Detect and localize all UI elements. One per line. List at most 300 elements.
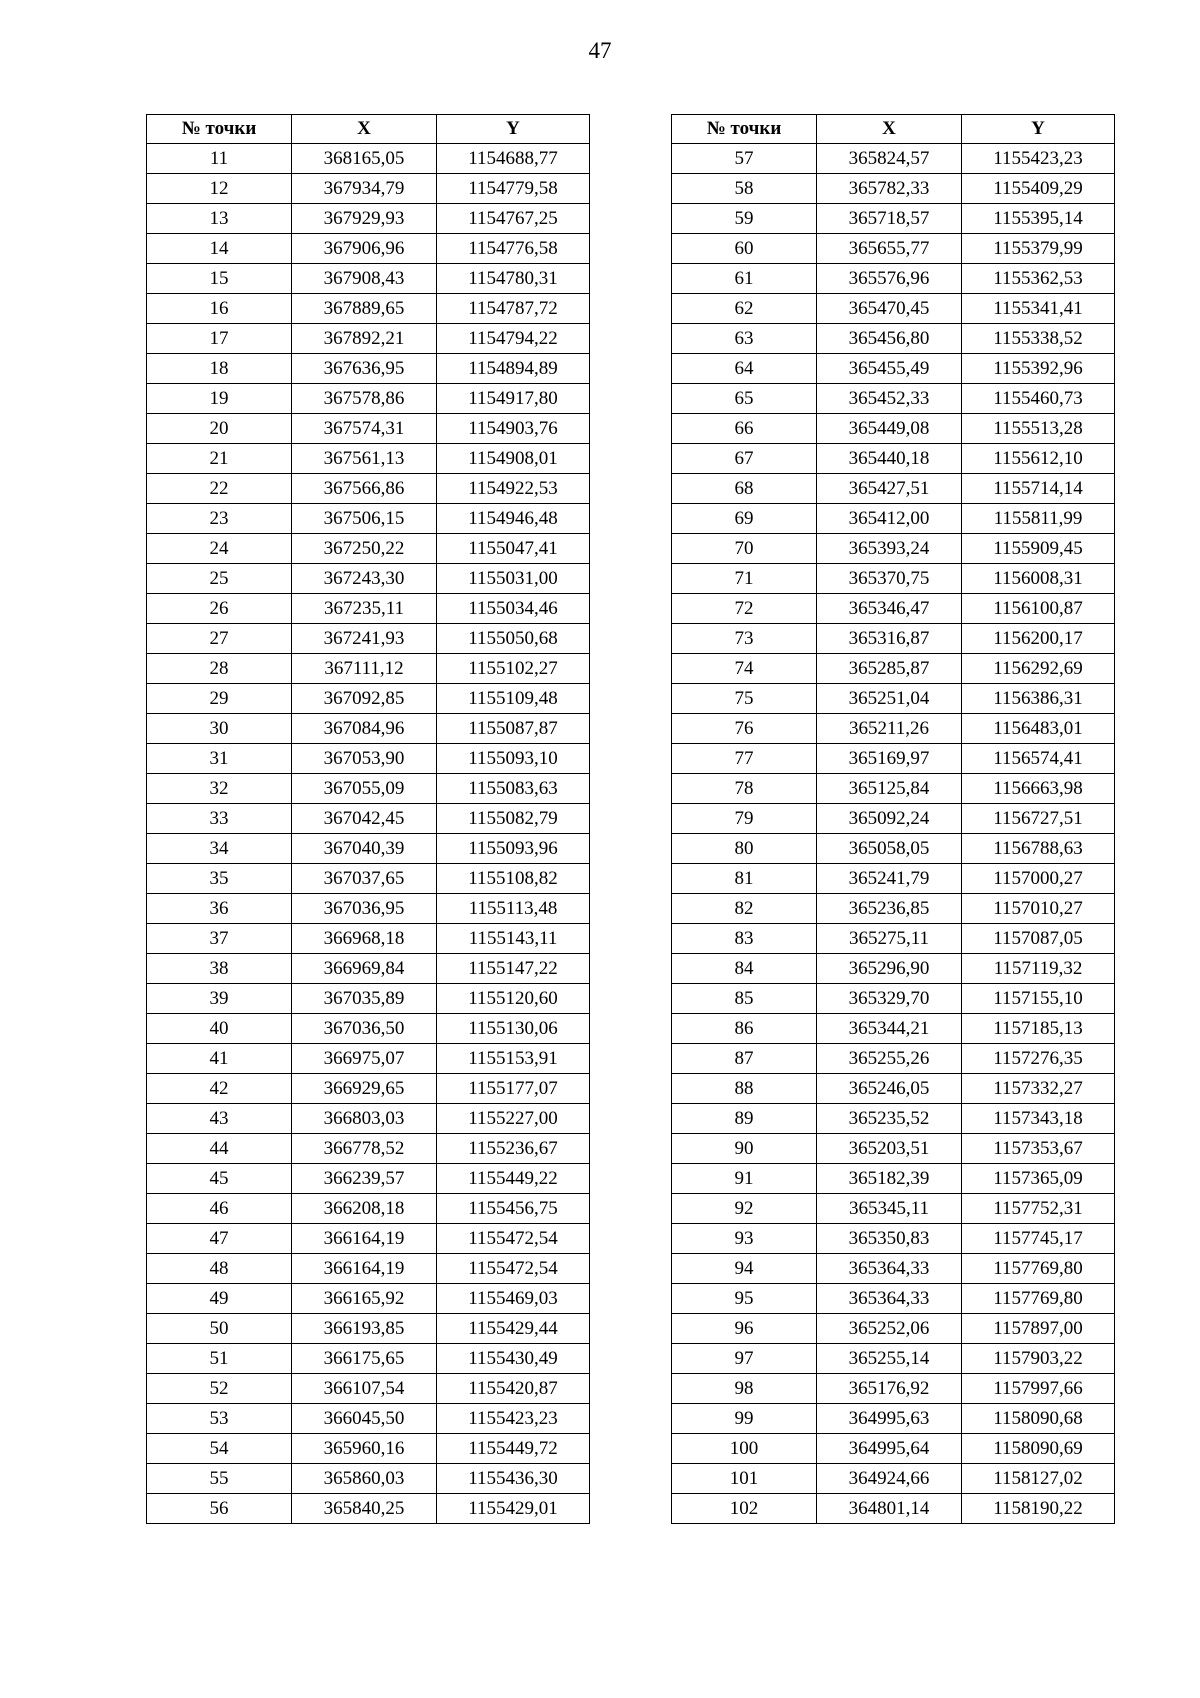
table-row bbox=[147, 444, 590, 474]
cell-y: 1156200,17 bbox=[962, 624, 1115, 654]
table-row bbox=[147, 564, 590, 594]
cell-point-number: 46 bbox=[147, 1194, 292, 1224]
cell-x: 365329,70 bbox=[817, 984, 962, 1014]
cell-point-number: 56 bbox=[147, 1494, 292, 1524]
cell-x: 367036,95 bbox=[292, 894, 437, 924]
cell-x: 365960,16 bbox=[292, 1434, 437, 1464]
table-row bbox=[672, 924, 1115, 954]
cell-y: 1155449,22 bbox=[437, 1164, 590, 1194]
cell-y: 1157087,05 bbox=[962, 924, 1115, 954]
cell-point-number: 93 bbox=[672, 1224, 817, 1254]
cell-x: 367929,93 bbox=[292, 204, 437, 234]
table-row bbox=[672, 1404, 1115, 1434]
cell-y: 1156663,98 bbox=[962, 774, 1115, 804]
table-row bbox=[147, 834, 590, 864]
cell-y: 1155395,14 bbox=[962, 204, 1115, 234]
table-row bbox=[147, 474, 590, 504]
cell-point-number: 102 bbox=[672, 1494, 817, 1524]
cell-y: 1157000,27 bbox=[962, 864, 1115, 894]
cell-x: 365655,77 bbox=[817, 234, 962, 264]
cell-point-number: 74 bbox=[672, 654, 817, 684]
table-row bbox=[672, 324, 1115, 354]
cell-y: 1155143,11 bbox=[437, 924, 590, 954]
cell-x: 365285,87 bbox=[817, 654, 962, 684]
cell-x: 364924,66 bbox=[817, 1464, 962, 1494]
cell-y: 1155153,91 bbox=[437, 1044, 590, 1074]
cell-point-number: 17 bbox=[147, 324, 292, 354]
cell-point-number: 51 bbox=[147, 1344, 292, 1374]
cell-x: 365449,08 bbox=[817, 414, 962, 444]
cell-x: 367889,65 bbox=[292, 294, 437, 324]
table-row bbox=[672, 594, 1115, 624]
cell-x: 365275,11 bbox=[817, 924, 962, 954]
cell-point-number: 28 bbox=[147, 654, 292, 684]
cell-point-number: 82 bbox=[672, 894, 817, 924]
cell-point-number: 44 bbox=[147, 1134, 292, 1164]
cell-point-number: 37 bbox=[147, 924, 292, 954]
table-row bbox=[147, 774, 590, 804]
cell-x: 365252,06 bbox=[817, 1314, 962, 1344]
cell-point-number: 89 bbox=[672, 1104, 817, 1134]
table-row bbox=[147, 1494, 590, 1524]
cell-y: 1154767,25 bbox=[437, 204, 590, 234]
cell-y: 1155031,00 bbox=[437, 564, 590, 594]
table-row bbox=[147, 1374, 590, 1404]
cell-y: 1157769,80 bbox=[962, 1254, 1115, 1284]
cell-point-number: 71 bbox=[672, 564, 817, 594]
table-row bbox=[672, 534, 1115, 564]
cell-point-number: 31 bbox=[147, 744, 292, 774]
cell-x: 367934,79 bbox=[292, 174, 437, 204]
cell-x: 365203,51 bbox=[817, 1134, 962, 1164]
cell-y: 1155108,82 bbox=[437, 864, 590, 894]
table-row bbox=[147, 1404, 590, 1434]
cell-point-number: 20 bbox=[147, 414, 292, 444]
cell-y: 1156574,41 bbox=[962, 744, 1115, 774]
cell-point-number: 81 bbox=[672, 864, 817, 894]
table-row bbox=[672, 384, 1115, 414]
table-row bbox=[147, 924, 590, 954]
cell-x: 366175,65 bbox=[292, 1344, 437, 1374]
cell-y: 1155130,06 bbox=[437, 1014, 590, 1044]
table-row bbox=[672, 714, 1115, 744]
cell-x: 366165,92 bbox=[292, 1284, 437, 1314]
table-row bbox=[672, 1074, 1115, 1104]
cell-x: 365241,79 bbox=[817, 864, 962, 894]
cell-y: 1156292,69 bbox=[962, 654, 1115, 684]
cell-y: 1157897,00 bbox=[962, 1314, 1115, 1344]
table-row bbox=[672, 504, 1115, 534]
cell-point-number: 13 bbox=[147, 204, 292, 234]
cell-x: 366969,84 bbox=[292, 954, 437, 984]
cell-x: 365125,84 bbox=[817, 774, 962, 804]
cell-x: 367053,90 bbox=[292, 744, 437, 774]
cell-x: 365246,05 bbox=[817, 1074, 962, 1104]
cell-y: 1155177,07 bbox=[437, 1074, 590, 1104]
table-row bbox=[672, 684, 1115, 714]
cell-x: 365169,97 bbox=[817, 744, 962, 774]
table-row bbox=[672, 1134, 1115, 1164]
cell-x: 365718,57 bbox=[817, 204, 962, 234]
cell-point-number: 72 bbox=[672, 594, 817, 624]
cell-point-number: 69 bbox=[672, 504, 817, 534]
cell-x: 366045,50 bbox=[292, 1404, 437, 1434]
cell-y: 1154946,48 bbox=[437, 504, 590, 534]
table-header-row bbox=[672, 115, 1115, 144]
cell-point-number: 23 bbox=[147, 504, 292, 534]
cell-x: 367908,43 bbox=[292, 264, 437, 294]
cell-point-number: 36 bbox=[147, 894, 292, 924]
cell-x: 366239,57 bbox=[292, 1164, 437, 1194]
cell-point-number: 45 bbox=[147, 1164, 292, 1194]
table-row bbox=[147, 804, 590, 834]
table-row bbox=[147, 1254, 590, 1284]
header-y: Y bbox=[437, 115, 590, 144]
cell-point-number: 62 bbox=[672, 294, 817, 324]
cell-x: 364995,63 bbox=[817, 1404, 962, 1434]
cell-y: 1155612,10 bbox=[962, 444, 1115, 474]
cell-x: 365427,51 bbox=[817, 474, 962, 504]
cell-y: 1155472,54 bbox=[437, 1224, 590, 1254]
table-row bbox=[147, 144, 590, 174]
cell-x: 367506,15 bbox=[292, 504, 437, 534]
cell-x: 365824,57 bbox=[817, 144, 962, 174]
cell-point-number: 68 bbox=[672, 474, 817, 504]
table-row bbox=[672, 354, 1115, 384]
cell-x: 366107,54 bbox=[292, 1374, 437, 1404]
cell-point-number: 85 bbox=[672, 984, 817, 1014]
table-row bbox=[672, 1374, 1115, 1404]
table-row bbox=[147, 654, 590, 684]
cell-y: 1158127,02 bbox=[962, 1464, 1115, 1494]
table-row bbox=[147, 954, 590, 984]
table-row bbox=[147, 1164, 590, 1194]
cell-y: 1157752,31 bbox=[962, 1194, 1115, 1224]
cell-point-number: 15 bbox=[147, 264, 292, 294]
cell-y: 1155909,45 bbox=[962, 534, 1115, 564]
table-row bbox=[147, 684, 590, 714]
cell-y: 1156483,01 bbox=[962, 714, 1115, 744]
cell-point-number: 63 bbox=[672, 324, 817, 354]
table-row bbox=[672, 864, 1115, 894]
cell-point-number: 42 bbox=[147, 1074, 292, 1104]
cell-point-number: 29 bbox=[147, 684, 292, 714]
cell-point-number: 16 bbox=[147, 294, 292, 324]
cell-y: 1155449,72 bbox=[437, 1434, 590, 1464]
table-row bbox=[147, 384, 590, 414]
cell-x: 366975,07 bbox=[292, 1044, 437, 1074]
cell-x: 367636,95 bbox=[292, 354, 437, 384]
table-row bbox=[147, 324, 590, 354]
cell-x: 366164,19 bbox=[292, 1254, 437, 1284]
table-row bbox=[672, 744, 1115, 774]
cell-x: 365092,24 bbox=[817, 804, 962, 834]
cell-x: 365412,00 bbox=[817, 504, 962, 534]
cell-y: 1155429,44 bbox=[437, 1314, 590, 1344]
table-row bbox=[672, 1164, 1115, 1194]
cell-x: 367906,96 bbox=[292, 234, 437, 264]
cell-y: 1157997,66 bbox=[962, 1374, 1115, 1404]
cell-point-number: 41 bbox=[147, 1044, 292, 1074]
cell-y: 1157332,27 bbox=[962, 1074, 1115, 1104]
cell-y: 1155120,60 bbox=[437, 984, 590, 1014]
cell-y: 1155362,53 bbox=[962, 264, 1115, 294]
table-row bbox=[147, 1044, 590, 1074]
cell-point-number: 94 bbox=[672, 1254, 817, 1284]
cell-x: 365255,14 bbox=[817, 1344, 962, 1374]
cell-point-number: 48 bbox=[147, 1254, 292, 1284]
cell-point-number: 73 bbox=[672, 624, 817, 654]
table-row bbox=[147, 1344, 590, 1374]
cell-point-number: 50 bbox=[147, 1314, 292, 1344]
cell-x: 367574,31 bbox=[292, 414, 437, 444]
cell-point-number: 40 bbox=[147, 1014, 292, 1044]
table-row bbox=[147, 1284, 590, 1314]
cell-x: 365182,39 bbox=[817, 1164, 962, 1194]
cell-x: 365456,80 bbox=[817, 324, 962, 354]
cell-y: 1155034,46 bbox=[437, 594, 590, 624]
cell-point-number: 75 bbox=[672, 684, 817, 714]
table-row bbox=[672, 264, 1115, 294]
cell-point-number: 38 bbox=[147, 954, 292, 984]
table-row bbox=[147, 1464, 590, 1494]
cell-x: 365364,33 bbox=[817, 1254, 962, 1284]
table-row bbox=[672, 1014, 1115, 1044]
table-row bbox=[672, 1464, 1115, 1494]
table-row bbox=[672, 144, 1115, 174]
cell-y: 1157276,35 bbox=[962, 1044, 1115, 1074]
table-row bbox=[147, 1194, 590, 1224]
cell-point-number: 35 bbox=[147, 864, 292, 894]
cell-point-number: 65 bbox=[672, 384, 817, 414]
cell-y: 1155420,87 bbox=[437, 1374, 590, 1404]
table-row bbox=[672, 294, 1115, 324]
cell-x: 365782,33 bbox=[817, 174, 962, 204]
cell-y: 1155341,41 bbox=[962, 294, 1115, 324]
cell-y: 1158090,69 bbox=[962, 1434, 1115, 1464]
table-row bbox=[147, 414, 590, 444]
cell-y: 1156386,31 bbox=[962, 684, 1115, 714]
cell-y: 1154903,76 bbox=[437, 414, 590, 444]
cell-y: 1155409,29 bbox=[962, 174, 1115, 204]
cell-y: 1155113,48 bbox=[437, 894, 590, 924]
cell-x: 365576,96 bbox=[817, 264, 962, 294]
cell-y: 1157353,67 bbox=[962, 1134, 1115, 1164]
cell-y: 1156727,51 bbox=[962, 804, 1115, 834]
table-row bbox=[147, 264, 590, 294]
cell-y: 1154922,53 bbox=[437, 474, 590, 504]
cell-x: 365344,21 bbox=[817, 1014, 962, 1044]
table-row bbox=[147, 744, 590, 774]
cell-x: 366803,03 bbox=[292, 1104, 437, 1134]
cell-y: 1155714,14 bbox=[962, 474, 1115, 504]
cell-point-number: 22 bbox=[147, 474, 292, 504]
cell-y: 1155429,01 bbox=[437, 1494, 590, 1524]
cell-x: 367235,11 bbox=[292, 594, 437, 624]
cell-y: 1155392,96 bbox=[962, 354, 1115, 384]
table-row bbox=[672, 834, 1115, 864]
cell-point-number: 91 bbox=[672, 1164, 817, 1194]
table-row bbox=[672, 1434, 1115, 1464]
cell-y: 1154780,31 bbox=[437, 264, 590, 294]
coordinates-table-left bbox=[146, 114, 590, 1524]
cell-y: 1155456,75 bbox=[437, 1194, 590, 1224]
coordinates-table-right bbox=[671, 114, 1115, 1524]
cell-x: 367892,21 bbox=[292, 324, 437, 354]
cell-y: 1155469,03 bbox=[437, 1284, 590, 1314]
cell-point-number: 12 bbox=[147, 174, 292, 204]
cell-y: 1155811,99 bbox=[962, 504, 1115, 534]
cell-y: 1155050,68 bbox=[437, 624, 590, 654]
table-row bbox=[672, 564, 1115, 594]
header-x: X bbox=[817, 115, 962, 144]
cell-y: 1156008,31 bbox=[962, 564, 1115, 594]
cell-x: 365455,49 bbox=[817, 354, 962, 384]
cell-y: 1155082,79 bbox=[437, 804, 590, 834]
table-row bbox=[672, 1194, 1115, 1224]
cell-y: 1157343,18 bbox=[962, 1104, 1115, 1134]
table-row bbox=[147, 864, 590, 894]
cell-y: 1155093,96 bbox=[437, 834, 590, 864]
table-row bbox=[672, 1314, 1115, 1344]
cell-point-number: 21 bbox=[147, 444, 292, 474]
cell-y: 1155093,10 bbox=[437, 744, 590, 774]
table-row bbox=[147, 1134, 590, 1164]
table-row bbox=[672, 954, 1115, 984]
table-row bbox=[147, 204, 590, 234]
cell-point-number: 52 bbox=[147, 1374, 292, 1404]
cell-point-number: 26 bbox=[147, 594, 292, 624]
cell-x: 367055,09 bbox=[292, 774, 437, 804]
cell-x: 367578,86 bbox=[292, 384, 437, 414]
cell-x: 365058,05 bbox=[817, 834, 962, 864]
cell-point-number: 24 bbox=[147, 534, 292, 564]
header-point-number: № точки bbox=[147, 115, 292, 144]
cell-point-number: 83 bbox=[672, 924, 817, 954]
cell-y: 1155147,22 bbox=[437, 954, 590, 984]
cell-x: 365370,75 bbox=[817, 564, 962, 594]
cell-point-number: 77 bbox=[672, 744, 817, 774]
cell-x: 366968,18 bbox=[292, 924, 437, 954]
cell-x: 367561,13 bbox=[292, 444, 437, 474]
cell-x: 367036,50 bbox=[292, 1014, 437, 1044]
cell-x: 365346,47 bbox=[817, 594, 962, 624]
cell-y: 1155338,52 bbox=[962, 324, 1115, 354]
table-row bbox=[672, 1344, 1115, 1374]
cell-y: 1157903,22 bbox=[962, 1344, 1115, 1374]
table-row bbox=[147, 1014, 590, 1044]
cell-point-number: 80 bbox=[672, 834, 817, 864]
cell-point-number: 60 bbox=[672, 234, 817, 264]
cell-point-number: 97 bbox=[672, 1344, 817, 1374]
cell-x: 365316,87 bbox=[817, 624, 962, 654]
cell-point-number: 67 bbox=[672, 444, 817, 474]
cell-point-number: 90 bbox=[672, 1134, 817, 1164]
cell-x: 366208,18 bbox=[292, 1194, 437, 1224]
table-row bbox=[672, 984, 1115, 1014]
cell-y: 1155379,99 bbox=[962, 234, 1115, 264]
table-row bbox=[147, 504, 590, 534]
cell-point-number: 64 bbox=[672, 354, 817, 384]
cell-y: 1154794,22 bbox=[437, 324, 590, 354]
cell-point-number: 101 bbox=[672, 1464, 817, 1494]
cell-point-number: 79 bbox=[672, 804, 817, 834]
cell-point-number: 30 bbox=[147, 714, 292, 744]
cell-y: 1157010,27 bbox=[962, 894, 1115, 924]
cell-point-number: 25 bbox=[147, 564, 292, 594]
table-row bbox=[147, 354, 590, 384]
cell-point-number: 55 bbox=[147, 1464, 292, 1494]
cell-point-number: 54 bbox=[147, 1434, 292, 1464]
cell-y: 1154779,58 bbox=[437, 174, 590, 204]
cell-y: 1155109,48 bbox=[437, 684, 590, 714]
cell-y: 1156100,87 bbox=[962, 594, 1115, 624]
cell-x: 364801,14 bbox=[817, 1494, 962, 1524]
header-y: Y bbox=[962, 115, 1115, 144]
table-row bbox=[147, 714, 590, 744]
table-row bbox=[672, 234, 1115, 264]
cell-x: 365470,45 bbox=[817, 294, 962, 324]
table-row bbox=[147, 1224, 590, 1254]
table-row bbox=[147, 624, 590, 654]
cell-x: 365236,85 bbox=[817, 894, 962, 924]
table-row bbox=[147, 174, 590, 204]
table-row bbox=[672, 774, 1115, 804]
table-row bbox=[672, 474, 1115, 504]
cell-x: 367241,93 bbox=[292, 624, 437, 654]
cell-y: 1155423,23 bbox=[437, 1404, 590, 1434]
cell-x: 366929,65 bbox=[292, 1074, 437, 1104]
table-row bbox=[672, 1224, 1115, 1254]
cell-x: 368165,05 bbox=[292, 144, 437, 174]
cell-y: 1155436,30 bbox=[437, 1464, 590, 1494]
table-row bbox=[672, 204, 1115, 234]
table-row bbox=[147, 894, 590, 924]
table-row bbox=[672, 654, 1115, 684]
cell-y: 1157119,32 bbox=[962, 954, 1115, 984]
cell-point-number: 61 bbox=[672, 264, 817, 294]
cell-point-number: 66 bbox=[672, 414, 817, 444]
cell-x: 365251,04 bbox=[817, 684, 962, 714]
cell-y: 1157769,80 bbox=[962, 1284, 1115, 1314]
cell-point-number: 34 bbox=[147, 834, 292, 864]
table-row bbox=[147, 294, 590, 324]
table-row bbox=[147, 1074, 590, 1104]
table-row bbox=[672, 1044, 1115, 1074]
cell-point-number: 43 bbox=[147, 1104, 292, 1134]
table-row bbox=[672, 1104, 1115, 1134]
cell-y: 1155423,23 bbox=[962, 144, 1115, 174]
cell-point-number: 53 bbox=[147, 1404, 292, 1434]
cell-point-number: 27 bbox=[147, 624, 292, 654]
cell-x: 365860,03 bbox=[292, 1464, 437, 1494]
cell-y: 1155513,28 bbox=[962, 414, 1115, 444]
cell-x: 367243,30 bbox=[292, 564, 437, 594]
cell-x: 365255,26 bbox=[817, 1044, 962, 1074]
cell-y: 1154908,01 bbox=[437, 444, 590, 474]
cell-y: 1155430,49 bbox=[437, 1344, 590, 1374]
cell-point-number: 84 bbox=[672, 954, 817, 984]
table-row bbox=[147, 1314, 590, 1344]
cell-point-number: 49 bbox=[147, 1284, 292, 1314]
cell-x: 365235,52 bbox=[817, 1104, 962, 1134]
table-row bbox=[672, 174, 1115, 204]
cell-x: 366164,19 bbox=[292, 1224, 437, 1254]
header-x: X bbox=[292, 115, 437, 144]
cell-point-number: 39 bbox=[147, 984, 292, 1014]
cell-x: 367040,39 bbox=[292, 834, 437, 864]
cell-y: 1157185,13 bbox=[962, 1014, 1115, 1044]
